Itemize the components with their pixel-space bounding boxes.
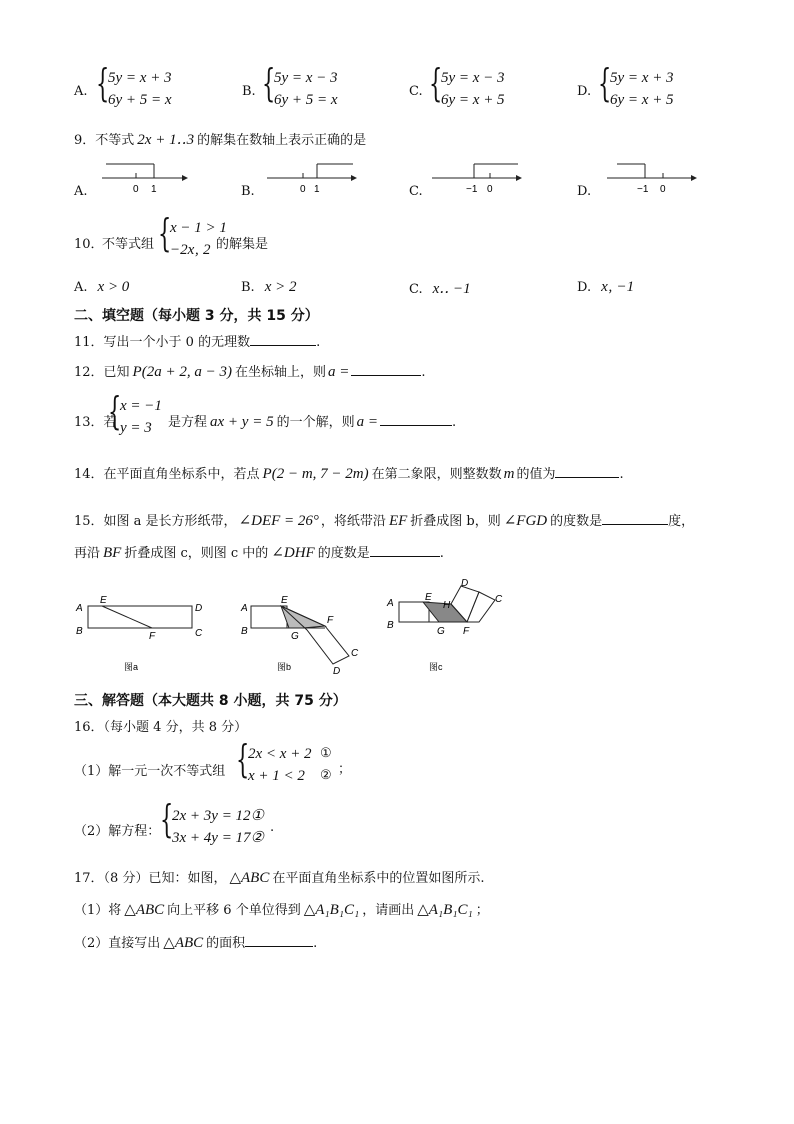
figure-a bbox=[72, 576, 222, 674]
brace-icon: { bbox=[160, 797, 174, 841]
option-value: x > 2 bbox=[264, 279, 297, 295]
punctuation: ； bbox=[338, 762, 352, 777]
point-label: D bbox=[333, 666, 341, 674]
punctuation: . bbox=[439, 546, 444, 561]
point-label: E bbox=[425, 592, 432, 603]
angle-expression: ∠FGD bbox=[503, 513, 548, 529]
figure-caption: 图c bbox=[429, 662, 443, 672]
point-label: F bbox=[149, 631, 156, 642]
inequality: x + 1 < 2 bbox=[248, 768, 305, 784]
tick-label: −1 bbox=[466, 184, 478, 195]
option-value: x‚ −1 bbox=[601, 279, 635, 295]
point-label: A bbox=[241, 603, 248, 614]
option-value: x‥ −1 bbox=[432, 281, 471, 297]
q16-part2-text: （2）解方程： bbox=[74, 824, 161, 839]
q10-option-a bbox=[74, 279, 129, 296]
point-label: G bbox=[291, 631, 299, 642]
marker-circle-2: ② bbox=[320, 768, 332, 783]
equation: 5y = x + 3 bbox=[108, 70, 172, 86]
q16-part1-text: （1）解一元一次不等式组 bbox=[74, 764, 226, 779]
point-label: C bbox=[351, 648, 359, 659]
question-text: （2）直接写出 bbox=[74, 936, 161, 951]
q13-number-text: 13．若 bbox=[74, 415, 117, 430]
punctuation: . bbox=[619, 467, 624, 482]
arrow-icon bbox=[182, 175, 188, 181]
answer-blank[interactable] bbox=[380, 411, 452, 426]
inequality: −2x‚ 2 bbox=[170, 242, 211, 258]
q17-part2 bbox=[74, 932, 317, 952]
question-text: ，将纸带沿 bbox=[320, 514, 386, 529]
question-text: 的面积 bbox=[206, 936, 246, 951]
point-label: A bbox=[387, 598, 394, 609]
q17-part1 bbox=[74, 899, 489, 919]
question-text: 15．如图 a 是长方形纸带， bbox=[74, 514, 237, 529]
q9-option-c-label: C. bbox=[409, 184, 423, 199]
q10-option-c bbox=[409, 279, 471, 298]
arrow-icon bbox=[516, 175, 522, 181]
point-label: F bbox=[327, 615, 334, 626]
brace-icon: { bbox=[429, 61, 443, 105]
answer-blank[interactable] bbox=[250, 331, 316, 346]
q17-head bbox=[74, 867, 484, 887]
q8-option-a-label: A. bbox=[74, 84, 88, 99]
question-number: 9． bbox=[74, 133, 96, 148]
q15-line2 bbox=[74, 542, 444, 562]
equation: ax + y = 5 bbox=[210, 414, 274, 430]
option-label: B. bbox=[241, 280, 255, 295]
question-text: 在坐标轴上，则 bbox=[234, 365, 326, 380]
question-text: 在平面直角坐标系中的位置如图所示. bbox=[272, 871, 485, 886]
inequality: 2x < x + 2 bbox=[248, 746, 312, 762]
angle-expression: ∠DHF bbox=[271, 545, 315, 561]
question-text: 不等式 bbox=[95, 133, 135, 148]
q13-question-rest bbox=[168, 411, 456, 431]
q15-line1 bbox=[74, 510, 694, 530]
equation: x = −1 bbox=[120, 398, 162, 414]
punctuation: . bbox=[421, 365, 426, 380]
q9-option-d-number-line bbox=[605, 160, 700, 200]
question-text: 的解集在数轴上表示正确的是 bbox=[197, 133, 367, 148]
question-text: 12．已知 bbox=[74, 365, 130, 380]
brace-icon: { bbox=[262, 61, 276, 105]
answer-blank[interactable] bbox=[370, 542, 440, 557]
question-text: 向上平移 6 个单位得到 bbox=[167, 903, 301, 918]
point-label: B bbox=[241, 626, 248, 637]
answer-blank[interactable] bbox=[351, 361, 421, 376]
inequality: 2x + 1‥3 bbox=[137, 132, 195, 148]
question-text: 折叠成图 c，则图 c 中的 bbox=[124, 546, 269, 561]
question-text: 的度数是 bbox=[317, 546, 370, 561]
question-text: 在第二象限，则整数数 bbox=[371, 467, 502, 482]
point-label: H bbox=[443, 600, 451, 611]
option-label: D. bbox=[577, 280, 592, 295]
tick-label: 0 bbox=[660, 184, 666, 195]
question-text: 折叠成图 b，则 bbox=[410, 514, 501, 529]
fold-line-ef bbox=[102, 606, 152, 628]
point-expression: P(2 − m, 7 − 2m) bbox=[262, 466, 369, 482]
figure-caption: 图b bbox=[277, 662, 292, 672]
question-text: 再沿 bbox=[74, 546, 101, 561]
triangle-label: △A₁B₁C₁ bbox=[417, 902, 473, 918]
point-label: C bbox=[495, 594, 503, 605]
point-label: A bbox=[76, 603, 83, 614]
triangle-label: △A₁B₁C₁ bbox=[303, 902, 360, 918]
point-label: F bbox=[463, 626, 470, 637]
equation: 2x + 3y = 12① bbox=[172, 808, 265, 824]
point-label: B bbox=[387, 620, 394, 631]
answer-blank[interactable] bbox=[245, 932, 313, 947]
q10-text-post: 的解集是 bbox=[216, 237, 269, 252]
paper-strip-left bbox=[399, 602, 429, 622]
q8-option-d-label: D. bbox=[577, 84, 592, 99]
q12-question bbox=[74, 361, 425, 381]
variable: m bbox=[503, 466, 515, 482]
brace-icon: { bbox=[236, 737, 250, 781]
point-label: E bbox=[100, 595, 107, 606]
question-text: 的值为 bbox=[516, 467, 556, 482]
question-text: 11．写出一个小于 0 的无理数 bbox=[74, 335, 251, 350]
tick-label: 0 bbox=[487, 184, 493, 195]
q10-option-b bbox=[241, 279, 296, 296]
punctuation: . bbox=[451, 415, 457, 430]
q14-question bbox=[74, 463, 624, 483]
equation: 5y = x − 3 bbox=[274, 70, 338, 86]
figure-c bbox=[383, 576, 513, 674]
tick-label: 0 bbox=[300, 184, 306, 195]
point-label: C bbox=[195, 628, 203, 639]
q10-number: 10． bbox=[74, 237, 104, 252]
q9-option-d-label: D. bbox=[577, 184, 592, 199]
figure-b bbox=[237, 576, 377, 674]
inequality: x − 1 > 1 bbox=[170, 220, 227, 236]
tick-label: 1 bbox=[314, 184, 320, 195]
punctuation: . bbox=[270, 820, 275, 835]
brace-icon: { bbox=[598, 61, 612, 105]
point-label: D bbox=[195, 603, 203, 614]
equation: 5y = x + 3 bbox=[610, 70, 674, 86]
triangle-label: △ABC bbox=[229, 870, 270, 886]
arrow-icon bbox=[351, 175, 357, 181]
q10-text-pre: 不等式组 bbox=[102, 237, 155, 252]
equation: 6y + 5 = x bbox=[108, 92, 172, 108]
question-text: ，请画出 bbox=[362, 903, 415, 918]
question-text: 的一个解，则 bbox=[276, 415, 355, 430]
q8-option-b-label: B. bbox=[242, 84, 256, 99]
point-label: G bbox=[437, 626, 445, 637]
q9-option-a-number-line bbox=[100, 160, 190, 200]
segment-label: BF bbox=[103, 545, 122, 561]
question-text: 17．（8 分）已知：如图， bbox=[74, 871, 227, 886]
equation: 6y + 5 = x bbox=[274, 92, 338, 108]
section-heading-solutions: 三、解答题（本大题共 8 小题，共 75 分） bbox=[74, 693, 347, 709]
paper-strip bbox=[88, 606, 192, 628]
question-text: 的度数是 bbox=[550, 514, 603, 529]
folded-strip-end bbox=[467, 592, 495, 622]
answer-blank[interactable] bbox=[602, 510, 668, 525]
option-label: C. bbox=[409, 282, 423, 297]
q8-option-c-label: C. bbox=[409, 84, 423, 99]
tick-label: 1 bbox=[151, 184, 157, 195]
q9-option-a-label: A. bbox=[74, 184, 88, 199]
q10-option-d bbox=[577, 279, 634, 296]
point-label: B bbox=[76, 626, 83, 637]
arrow-icon bbox=[691, 175, 697, 181]
punctuation: . bbox=[316, 335, 321, 350]
question-text: 度， bbox=[668, 514, 695, 529]
punctuation: ； bbox=[475, 903, 489, 918]
q9-option-b-label: B. bbox=[241, 184, 255, 199]
section-heading-fill-in: 二、填空题（每小题 3 分，共 15 分） bbox=[74, 308, 319, 324]
brace-icon: { bbox=[96, 61, 110, 105]
brace-icon: { bbox=[158, 211, 172, 255]
q11-question bbox=[74, 331, 320, 350]
segment-label: EF bbox=[388, 513, 408, 529]
question-text: （1）将 bbox=[74, 903, 122, 918]
q16-head: 16．（每小题 4 分，共 8 分） bbox=[74, 720, 248, 735]
tick-label: 0 bbox=[133, 184, 139, 195]
angle-expression: ∠DEF = 26° bbox=[238, 513, 319, 529]
point-label: E bbox=[281, 595, 288, 606]
paper-strip-left bbox=[251, 606, 287, 628]
point-label: D bbox=[461, 578, 469, 589]
answer-blank[interactable] bbox=[555, 463, 619, 478]
punctuation: . bbox=[313, 936, 318, 951]
variable: a = bbox=[356, 414, 378, 430]
question-text: 是方程 bbox=[168, 415, 208, 430]
q9-option-b-number-line bbox=[265, 160, 360, 200]
q9-question bbox=[74, 129, 366, 149]
brace-icon: { bbox=[108, 389, 122, 433]
equation: 6y = x + 5 bbox=[610, 92, 674, 108]
marker-circle-1: ① bbox=[320, 746, 332, 761]
equation: y = 3 bbox=[120, 420, 152, 436]
figure-caption: 图a bbox=[124, 662, 139, 672]
variable: a = bbox=[327, 364, 350, 380]
option-value: x > 0 bbox=[97, 279, 130, 295]
triangle-label: △ABC bbox=[163, 935, 204, 951]
triangle-label: △ABC bbox=[124, 902, 165, 918]
equation: 3x + 4y = 17② bbox=[172, 830, 265, 846]
equation: 5y = x − 3 bbox=[441, 70, 505, 86]
equation: 6y = x + 5 bbox=[441, 92, 505, 108]
question-text: 14．在平面直角坐标系中，若点 bbox=[74, 467, 260, 482]
option-label: A. bbox=[74, 280, 88, 295]
q9-option-c-number-line bbox=[430, 160, 525, 200]
point-expression: P(2a + 2, a − 3) bbox=[132, 364, 232, 380]
tick-label: −1 bbox=[637, 184, 649, 195]
